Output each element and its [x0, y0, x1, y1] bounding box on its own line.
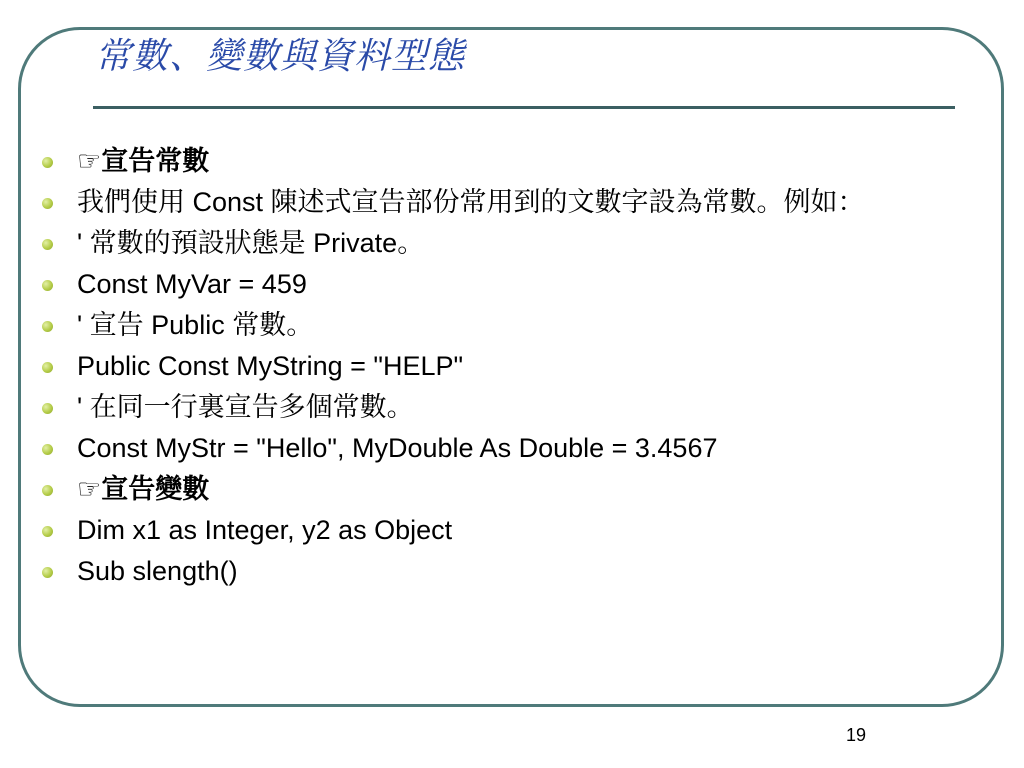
- bullet-dot-icon: [42, 567, 53, 578]
- bullet-dot-icon: [42, 239, 53, 250]
- bullet-item: [40, 186, 970, 218]
- bullet-text: Const MyVar = 459: [77, 269, 307, 299]
- bullet-text: ' 在同一行裏宣告多個常數。: [77, 392, 414, 422]
- bullet-dot-icon: [42, 280, 53, 291]
- bullet-item: [40, 432, 970, 464]
- bullet-text: 我們使用 Const 陳述式宣告部份常用到的文數字設為常數。例如：: [77, 187, 865, 217]
- bullet-text: Public Const MyString = "HELP": [77, 351, 464, 381]
- bullet-item: [40, 555, 970, 587]
- bullet-dot-icon: [42, 198, 53, 209]
- bullet-item: [40, 350, 970, 382]
- bullet-text: ☞宣告變數: [77, 474, 210, 504]
- bullet-text: ' 宣告 Public 常數。: [77, 310, 314, 340]
- bullet-dot-icon: [42, 485, 53, 496]
- bullet-list: [40, 145, 970, 596]
- bullet-dot-icon: [42, 403, 53, 414]
- bullet-item: [40, 309, 970, 341]
- bullet-text: Sub slength(): [77, 556, 238, 586]
- bullet-item: [40, 227, 970, 259]
- bullet-dot-icon: [42, 321, 53, 332]
- bullet-text: Const MyStr = "Hello", MyDouble As Double = 3.4567: [77, 433, 718, 463]
- bullet-text: ☞宣告常數: [77, 146, 210, 176]
- title-divider: [93, 106, 955, 109]
- bullet-item: [40, 268, 970, 300]
- bullet-item: [40, 145, 970, 177]
- bullet-dot-icon: [42, 526, 53, 537]
- slide-title: 常數、變數與資料型態: [95, 36, 466, 77]
- bullet-dot-icon: [42, 444, 53, 455]
- bullet-item: [40, 473, 970, 505]
- bullet-text: ' 常數的預設狀態是 Private。: [77, 228, 425, 258]
- bullet-text: Dim x1 as Integer, y2 as Object: [77, 515, 453, 545]
- bullet-dot-icon: [42, 157, 53, 168]
- page-number: 19: [846, 725, 867, 745]
- bullet-item: [40, 514, 970, 546]
- bullet-item: [40, 391, 970, 423]
- bullet-dot-icon: [42, 362, 53, 373]
